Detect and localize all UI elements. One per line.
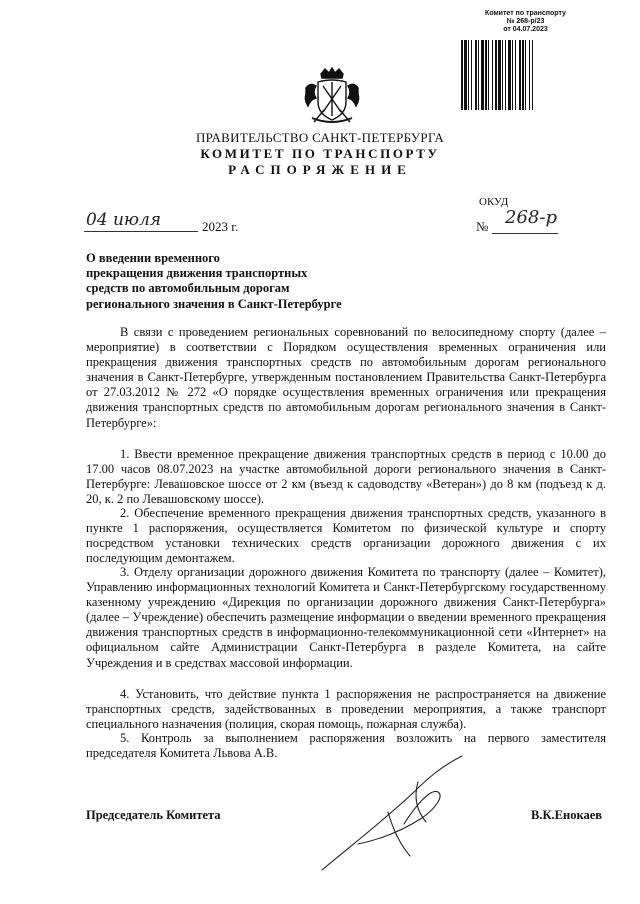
barcode-bar: [525, 40, 526, 110]
subject-line-4: регионального значения в Санкт-Петербурге: [86, 296, 342, 311]
handwritten-date: 04 июля: [86, 210, 162, 230]
barcode-bar: [468, 40, 469, 110]
barcode-bar: [481, 40, 484, 110]
registration-stamp: [473, 10, 578, 34]
barcode-bar: [464, 40, 467, 110]
number-underline: [492, 233, 558, 234]
barcode-bar: [508, 40, 511, 110]
item-5-paragraph: 5. Контроль за выполнением распоряжения возложить на первого заместителя председателя Комитета Львова А.В.: [86, 731, 606, 761]
committee-name: КОМИТЕТ ПО ТРАНСПОРТУ: [200, 146, 440, 161]
date-underline: [84, 231, 198, 232]
barcode: [461, 40, 577, 110]
handwritten-signature: [318, 752, 468, 874]
document-type: РАСПОРЯЖЕНИЕ: [228, 162, 412, 177]
subject-line-2: прекращения движения транспортных: [86, 266, 308, 281]
barcode-bar: [461, 40, 463, 110]
handwritten-number: 268-р: [505, 207, 557, 228]
document-subject: [86, 251, 386, 312]
barcode-bar: [529, 40, 530, 110]
barcode-bar: [522, 40, 524, 110]
barcode-bar: [519, 40, 521, 110]
barcode-bar: [505, 40, 506, 110]
subject-line-3: средств по автомобильным дорогам: [86, 281, 290, 296]
barcode-bar: [498, 40, 501, 110]
barcode-bar: [488, 40, 489, 110]
coat-of-arms-emblem: [302, 66, 362, 126]
number-sign: №: [476, 219, 489, 234]
subject-line-1: О введении временного: [86, 251, 220, 265]
stamp-line-3: от 04.07.2023: [503, 26, 548, 33]
stamp-line-1: Комитет по транспорту: [485, 10, 566, 17]
barcode-bar: [492, 40, 493, 110]
year-text: 2023 г.: [202, 219, 239, 234]
stamp-line-2: № 268-р/23: [506, 18, 545, 25]
barcode-bar: [471, 40, 472, 110]
barcode-bar: [502, 40, 503, 110]
barcode-bar: [478, 40, 479, 110]
barcode-bar: [495, 40, 497, 110]
item-1-paragraph: 1. Ввести временное прекращение движения транспортных средств в период с 10.00 до 17.00 часов 08.07.2023 на участке автомобильной дороги регионального значения в Санкт-Петербурге: Левашовское шоссе от 2 км (въезд к садоводству «Ветеран») до 8 км (подъезд к д. 20, к. 2 по Левашовскому шоссе).: [86, 447, 606, 507]
okud-label: ОКУД: [479, 196, 509, 208]
item-3-paragraph: 3. Отделу организации дорожного движения Комитета по транспорту (далее – Комитет), Управлению информационных технологий Комитета и Санкт-Петербургскому государственному казенному учреждению «Дирекция по организации дорожного движения Санкт-Петербурга» (далее – Учреждение) обеспечить размещение информации о введении временного прекращения движения транспортных средств в информационно-телекоммуникационной сети «Интернет» на официальном сайте Администрации Санкт-Петербурга в разделе Комитета, на сайте Учреждения и в средствах массовой информации.: [86, 565, 606, 670]
barcode-bar: [475, 40, 477, 110]
barcode-bar: [512, 40, 513, 110]
signatory-name: В.К.Енокаев: [531, 808, 603, 822]
item-4-paragraph: 4. Установить, что действие пункта 1 распоряжения не распространяется на движение транспортных средств, задействованных в проведении мероприятия, а также транспорт специального назначения (полиция, скорая помощь, пожарная служба).: [86, 687, 606, 732]
barcode-bar: [515, 40, 516, 110]
government-name: ПРАВИТЕЛЬСТВО САНКТ-ПЕТЕРБУРГА: [195, 130, 445, 145]
preamble-paragraph: В связи с проведением региональных соревнований по велосипедному спорту (далее – мероприятие) в соответствии с Порядком осуществления временных ограничения или прекращения движения транспортных средств по автомобильным дорогам регионального значения в Санкт-Петербурге, утвержденным постановлением Правительства Санкт-Петербурга от 27.03.2012 № 272 «О порядке осуществления временных ограничения или прекращения движения транспортных средств по автомобильным дорогам регионального значения в Санкт-Петербурге»:: [86, 325, 606, 430]
item-2-paragraph: 2. Обеспечение временного прекращения движения транспортных средств, указанного в пункте 1 распоряжения, осуществляется Комитетом по физической культуре и спорту посредством установки технических средств организации дорожного движения с их последующим демонтажем.: [86, 506, 606, 566]
barcode-bar: [532, 40, 533, 110]
barcode-bar: [485, 40, 487, 110]
signatory-role: Председатель Комитета: [86, 808, 221, 822]
